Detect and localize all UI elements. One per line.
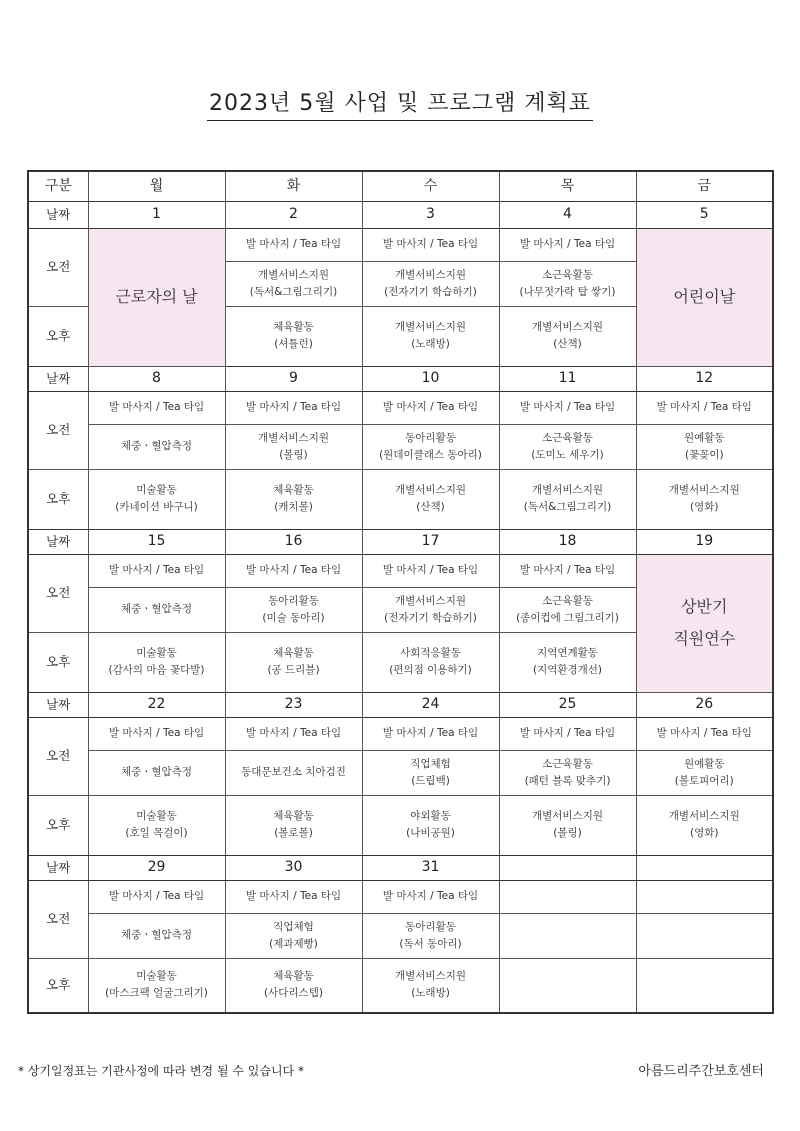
- activity-cell: [499, 795, 636, 855]
- activity-detail: (패턴 블록 맞추기): [524, 774, 611, 787]
- pm-label: 오후: [28, 795, 88, 855]
- header-mon: 월: [88, 171, 225, 201]
- activity-detail: (산책): [553, 338, 582, 350]
- date-row: [28, 366, 773, 391]
- activity-name: 개별서비스지원: [257, 268, 329, 281]
- activity-name: 직업체험: [410, 757, 451, 770]
- activity-cell: [499, 632, 636, 692]
- date-cell: [636, 855, 773, 880]
- activity-cell: 발 마사지 / Tea 타임: [225, 228, 362, 261]
- activity-cell: [88, 469, 225, 529]
- am-row-1: [28, 228, 773, 261]
- date-cell: 31: [362, 855, 499, 880]
- activity-cell: [362, 469, 499, 529]
- date-cell: 18: [499, 529, 636, 554]
- activity-name: 소근육활동: [542, 594, 593, 607]
- date-cell: 4: [499, 201, 636, 228]
- activity-cell: [499, 261, 636, 306]
- activity-detail: (노래방): [411, 987, 450, 1000]
- date-label: 날짜: [28, 201, 88, 228]
- activity-detail: (독서&그림그리기): [523, 501, 612, 513]
- activity-cell: [636, 469, 773, 529]
- activity-cell: 발 마사지 / Tea 타임: [362, 391, 499, 424]
- activity-name: 개별서비스지원: [394, 484, 466, 497]
- activity-cell: [88, 795, 225, 855]
- activity-cell: 체중ㆍ혈압측정: [88, 587, 225, 632]
- activity-name: 원예활동: [683, 431, 725, 444]
- activity-detail: (제과제빵): [269, 937, 318, 950]
- activity-detail: (종이컵에 그림그리기): [516, 611, 619, 624]
- activity-name: 지역연계활동: [537, 647, 598, 660]
- date-cell: 5: [636, 201, 773, 228]
- activity-detail: (카네이션 바구니): [115, 501, 198, 513]
- activity-detail: (캐치볼): [274, 501, 313, 513]
- activity-name: 야외활동: [410, 810, 451, 823]
- holiday-cell: [636, 554, 773, 692]
- activity-cell: [225, 261, 362, 306]
- date-cell: 9: [225, 366, 362, 391]
- am-label: 오전: [28, 717, 88, 795]
- activity-cell: 발 마사지 / Tea 타임: [225, 880, 362, 913]
- pm-label: 오후: [28, 469, 88, 529]
- am-row-2: [28, 424, 773, 469]
- empty-cell: [636, 958, 773, 1013]
- date-cell: [499, 855, 636, 880]
- activity-cell: [499, 424, 636, 469]
- am-label: 오전: [28, 391, 88, 469]
- activity-detail: (볼링): [553, 827, 582, 839]
- activity-detail: (지역환경개선): [532, 664, 603, 676]
- activity-cell: 발 마사지 / Tea 타임: [362, 228, 499, 261]
- activity-name: 체육활동: [273, 484, 314, 497]
- activity-cell: 발 마사지 / Tea 타임: [225, 717, 362, 750]
- activity-cell: [362, 632, 499, 692]
- date-cell: 11: [499, 366, 636, 391]
- activity-cell: [499, 587, 636, 632]
- date-cell: 1: [88, 201, 225, 228]
- date-label: 날짜: [28, 366, 88, 391]
- date-cell: 17: [362, 529, 499, 554]
- activity-name: 소근육활동: [542, 431, 593, 444]
- page-title: [0, 86, 800, 121]
- activity-cell: [225, 795, 362, 855]
- empty-cell: [636, 913, 773, 958]
- activity-cell: 발 마사지 / Tea 타임: [362, 717, 499, 750]
- activity-cell: 동대문보건소 치아검진: [225, 750, 362, 795]
- am-label: 오전: [28, 228, 88, 306]
- activity-cell: 체중ㆍ혈압측정: [88, 750, 225, 795]
- activity-cell: [225, 469, 362, 529]
- activity-detail: (독서 동아리): [399, 937, 462, 950]
- activity-cell: 발 마사지 / Tea 타임: [88, 554, 225, 587]
- holiday-cell: 어린이날: [636, 228, 773, 366]
- activity-name: 직업체험: [273, 920, 314, 933]
- activity-name: 미술활동: [136, 484, 177, 497]
- activity-detail: (독서&그림그리기): [249, 285, 338, 298]
- date-cell: 26: [636, 692, 773, 717]
- pm-label: 오후: [28, 306, 88, 366]
- activity-detail: (전자기기 학습하기): [384, 611, 477, 624]
- activity-cell: 발 마사지 / Tea 타임: [88, 391, 225, 424]
- activity-name: 개별서비스지원: [257, 431, 329, 444]
- activity-detail: (노래방): [411, 338, 450, 350]
- date-row: [28, 855, 773, 880]
- activity-cell: 발 마사지 / Tea 타임: [499, 228, 636, 261]
- activity-detail: (영화): [690, 827, 719, 839]
- activity-detail: (마스크팩 얼굴그리기): [105, 987, 208, 1000]
- empty-cell: [499, 913, 636, 958]
- activity-detail: (전자기기 학습하기): [384, 285, 477, 298]
- activity-name: 개별서비스지원: [394, 268, 466, 281]
- activity-name: 사회적응활동: [400, 647, 461, 660]
- date-cell: 8: [88, 366, 225, 391]
- activity-detail: (호일 목걸이): [125, 827, 188, 839]
- holiday-line: 직원연수: [673, 629, 736, 648]
- activity-name: 소근육활동: [542, 757, 593, 770]
- am-label: 오전: [28, 880, 88, 958]
- activity-cell: [362, 587, 499, 632]
- schedule-table: [27, 170, 774, 1014]
- activity-cell: 발 마사지 / Tea 타임: [362, 554, 499, 587]
- activity-detail: (감사의 마음 꽃다발): [108, 664, 205, 676]
- header-wed: 수: [362, 171, 499, 201]
- activity-detail: (셔틀런): [274, 338, 313, 350]
- header-fri: 금: [636, 171, 773, 201]
- date-cell: 24: [362, 692, 499, 717]
- activity-detail: (볼로볼): [274, 827, 313, 839]
- date-cell: 19: [636, 529, 773, 554]
- activity-name: 개별서비스지원: [668, 484, 740, 497]
- activity-cell: 체중ㆍ혈압측정: [88, 424, 225, 469]
- date-cell: 22: [88, 692, 225, 717]
- activity-cell: 발 마사지 / Tea 타임: [499, 391, 636, 424]
- activity-cell: 발 마사지 / Tea 타임: [225, 554, 362, 587]
- activity-name: 체육활동: [273, 970, 314, 983]
- activity-cell: [88, 958, 225, 1013]
- activity-cell: [362, 795, 499, 855]
- am-row-2: [28, 913, 773, 958]
- date-cell: 23: [225, 692, 362, 717]
- center-name: 아름드리주간보호센터: [638, 1064, 764, 1079]
- activity-name: 동아리활동: [405, 920, 456, 933]
- title-text: 2023년 5월 사업 및 프로그램 계획표: [207, 86, 593, 121]
- pm-row: [28, 958, 773, 1013]
- activity-cell: [225, 958, 362, 1013]
- date-cell: 10: [362, 366, 499, 391]
- activity-cell: [636, 795, 773, 855]
- am-row-1: [28, 717, 773, 750]
- activity-detail: (미술 동아리): [262, 611, 325, 624]
- am-row-1: [28, 391, 773, 424]
- am-row-2: [28, 750, 773, 795]
- date-label: 날짜: [28, 855, 88, 880]
- activity-detail: (꽃꽂이): [684, 448, 724, 461]
- activity-cell: [499, 306, 636, 366]
- activity-cell: 발 마사지 / Tea 타임: [636, 717, 773, 750]
- activity-cell: [362, 261, 499, 306]
- date-cell: 2: [225, 201, 362, 228]
- activity-cell: [225, 306, 362, 366]
- pm-row: [28, 795, 773, 855]
- activity-cell: [362, 306, 499, 366]
- activity-cell: 발 마사지 / Tea 타임: [499, 717, 636, 750]
- activity-detail: (도미노 세우기): [531, 448, 604, 461]
- activity-detail: (나비공원): [406, 827, 455, 839]
- activity-name: 개별서비스지원: [668, 810, 740, 823]
- activity-name: 개별서비스지원: [531, 484, 603, 497]
- footnote: * 상기일정표는 기관사정에 따라 변경 될 수 있습니다 *: [18, 1064, 304, 1078]
- activity-name: 체육활동: [273, 810, 314, 823]
- activity-cell: [362, 958, 499, 1013]
- date-label: 날짜: [28, 692, 88, 717]
- activity-name: 동아리활동: [268, 594, 319, 607]
- activity-detail: (볼링): [279, 448, 308, 461]
- activity-detail: (사다리스텝): [264, 987, 323, 1000]
- header-gubun: 구분: [28, 171, 88, 201]
- activity-cell: [636, 424, 773, 469]
- date-label: 날짜: [28, 529, 88, 554]
- activity-detail: (편의점 이용하기): [389, 664, 472, 676]
- empty-cell: [499, 880, 636, 913]
- activity-cell: [225, 632, 362, 692]
- activity-cell: [362, 750, 499, 795]
- activity-name: 개별서비스지원: [394, 594, 466, 607]
- date-row: [28, 529, 773, 554]
- activity-cell: [88, 632, 225, 692]
- am-row-1: [28, 880, 773, 913]
- am-row-1: [28, 554, 773, 587]
- activity-name: 미술활동: [136, 810, 177, 823]
- holiday-cell: 근로자의 날: [88, 228, 225, 366]
- holiday-line: 상반기: [681, 597, 728, 616]
- activity-cell: 체중ㆍ혈압측정: [88, 913, 225, 958]
- activity-name: 동아리활동: [405, 431, 456, 444]
- activity-cell: [636, 750, 773, 795]
- activity-cell: [225, 587, 362, 632]
- activity-cell: [225, 424, 362, 469]
- activity-detail: (볼토피어리): [674, 774, 734, 787]
- date-cell: 3: [362, 201, 499, 228]
- activity-detail: (원데이클래스 동아리): [379, 448, 482, 461]
- activity-detail: (영화): [690, 501, 719, 513]
- activity-detail: (산책): [416, 501, 445, 513]
- date-row: [28, 201, 773, 228]
- activity-cell: [499, 750, 636, 795]
- activity-cell: 발 마사지 / Tea 타임: [636, 391, 773, 424]
- date-cell: 15: [88, 529, 225, 554]
- activity-cell: [225, 913, 362, 958]
- empty-cell: [499, 958, 636, 1013]
- date-row: [28, 692, 773, 717]
- activity-name: 개별서비스지원: [394, 970, 466, 983]
- pm-label: 오후: [28, 958, 88, 1013]
- activity-detail: (나무젓가락 탑 쌓기): [519, 285, 616, 298]
- activity-name: 소근육활동: [542, 268, 593, 281]
- activity-cell: 발 마사지 / Tea 타임: [499, 554, 636, 587]
- pm-label: 오후: [28, 632, 88, 692]
- activity-cell: 발 마사지 / Tea 타임: [362, 880, 499, 913]
- date-cell: 16: [225, 529, 362, 554]
- activity-detail: (드립백): [411, 774, 450, 787]
- activity-cell: [362, 913, 499, 958]
- date-cell: 12: [636, 366, 773, 391]
- activity-name: 체육활동: [273, 321, 314, 334]
- activity-name: 개별서비스지원: [531, 810, 603, 823]
- activity-cell: 발 마사지 / Tea 타임: [225, 391, 362, 424]
- activity-name: 개별서비스지원: [394, 321, 466, 334]
- date-cell: 25: [499, 692, 636, 717]
- activity-cell: 발 마사지 / Tea 타임: [88, 880, 225, 913]
- activity-name: 원예활동: [683, 757, 725, 770]
- pm-row: [28, 469, 773, 529]
- date-cell: 29: [88, 855, 225, 880]
- activity-detail: (공 드리블): [267, 664, 320, 676]
- activity-cell: 발 마사지 / Tea 타임: [88, 717, 225, 750]
- activity-name: 체육활동: [273, 647, 314, 660]
- am-label: 오전: [28, 554, 88, 632]
- activity-cell: [499, 469, 636, 529]
- header-row: [28, 171, 773, 201]
- header-thu: 목: [499, 171, 636, 201]
- header-tue: 화: [225, 171, 362, 201]
- activity-name: 미술활동: [136, 647, 177, 660]
- activity-cell: [362, 424, 499, 469]
- date-cell: 30: [225, 855, 362, 880]
- activity-name: 개별서비스지원: [531, 321, 603, 334]
- empty-cell: [636, 880, 773, 913]
- activity-name: 미술활동: [136, 970, 177, 983]
